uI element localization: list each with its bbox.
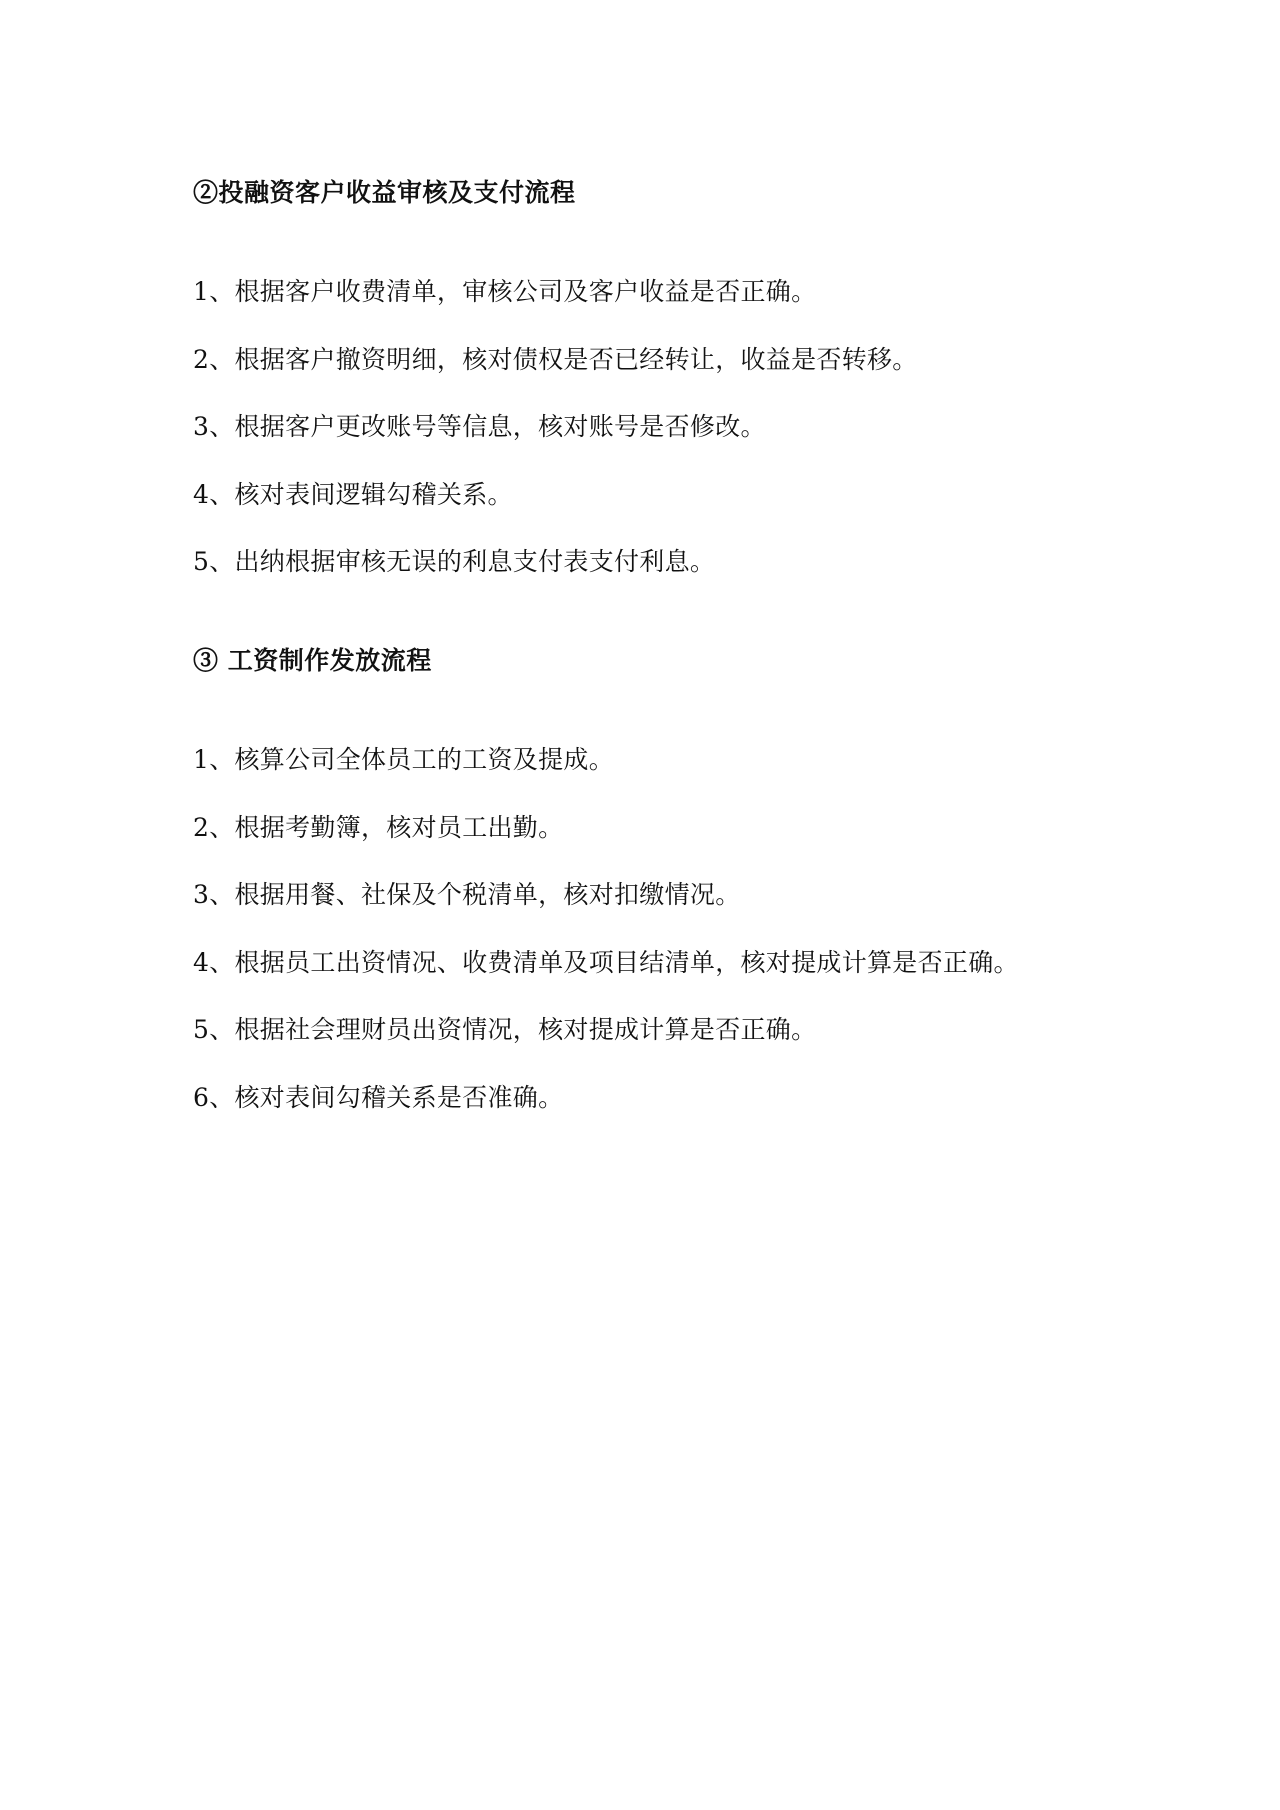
list-item: 3、根据用餐、社保及个税清单，核对扣缴情况。 <box>193 880 741 910</box>
client-income-review-steps <box>193 275 918 613</box>
list-item: 2、根据客户撤资明细，核对债权是否已经转让，收益是否转移。 <box>193 344 918 374</box>
list-item: 4、核对表间逻辑勾稽关系。 <box>193 479 513 509</box>
list-item: 5、根据社会理财员出资情况，核对提成计算是否正确。 <box>193 1015 817 1045</box>
list-item: 2、根据考勤簿，核对员工出勤。 <box>193 812 564 842</box>
list-item: 1、根据客户收费清单，审核公司及客户收益是否正确。 <box>193 277 817 306</box>
list-item: 6、核对表间勾稽关系是否准确。 <box>193 1082 564 1112</box>
payroll-process-steps <box>193 743 1019 1149</box>
list-item: 4、根据员工出资情况、收费清单及项目结清单，核对提成计算是否正确。 <box>193 947 1019 977</box>
list-item: 1、核算公司全体员工的工资及提成。 <box>193 745 615 774</box>
section-heading-client-income-review: ②投融资客户收益审核及支付流程 <box>193 178 576 207</box>
section-heading-payroll-process: ③ 工资制作发放流程 <box>193 646 432 675</box>
list-item: 3、根据客户更改账号等信息，核对账号是否修改。 <box>193 412 766 442</box>
list-item: 5、出纳根据审核无误的利息支付表支付利息。 <box>193 547 716 577</box>
